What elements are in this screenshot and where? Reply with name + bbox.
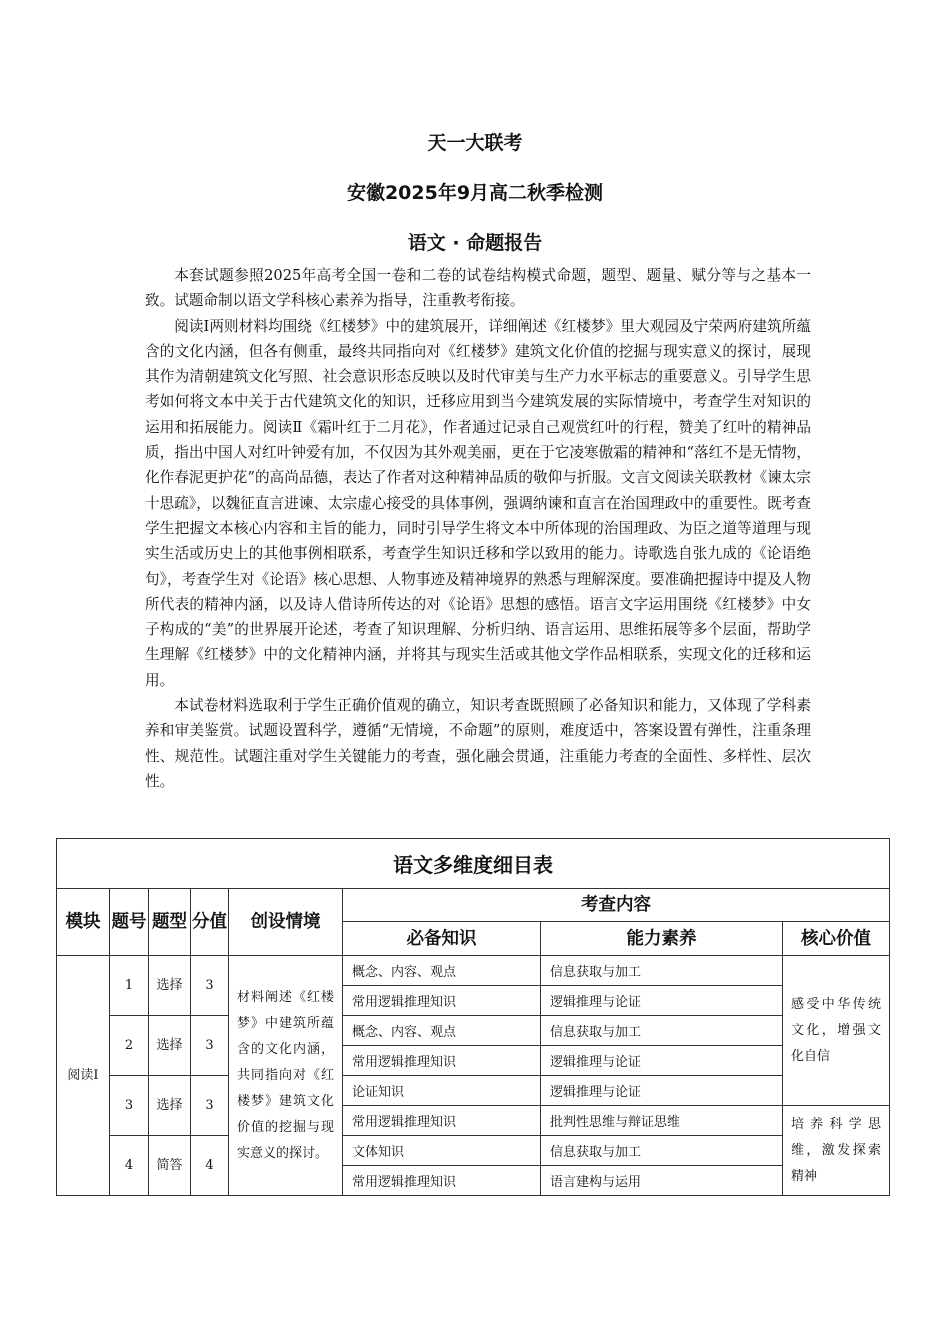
ability-cell: 信息获取与加工 [541,1016,783,1046]
table-row [57,1136,890,1166]
report-title: 语文 · 命题报告 [407,232,543,254]
knowledge-cell: 常用逻辑推理知识 [343,986,541,1016]
qtype-cell: 选择 [149,1076,191,1136]
ability-cell: 逻辑推理与论证 [541,1046,783,1076]
ability-cell: 批判性思维与辩证思维 [541,1106,783,1136]
paragraph: 本试卷材料选取利于学生正确价值观的确立，知识考查既照顾了必备知识和能力，又体现了学科素养和审美鉴赏。试题设置科学，遵循“无情境，不命题”的原则，难度适中，答案设置有弹性，注重条理性、规范性。试题注重对学生关键能力的考查，强化融会贯通，注重能力考查的全面性、多样性、层次性。 [145,697,811,790]
qtype-cell: 选择 [149,1016,191,1076]
table-row [57,956,890,986]
header-module: 模块 [57,889,110,956]
ability-cell: 语言建构与运用 [541,1166,783,1196]
header-core: 核心价值 [783,922,890,956]
header-content: 考查内容 [343,889,890,922]
header-qtype: 题型 [149,889,191,956]
qno-cell: 1 [110,956,149,1016]
qtype-cell: 简答 [149,1136,191,1196]
table-row [57,1016,890,1046]
core-value-cell: 培养科学思维，激发探索精神 [783,1106,890,1196]
qno-cell: 4 [110,1136,149,1196]
exam-title: 安徽2025年9月高二秋季检测 [346,182,604,204]
header-qno: 题号 [110,889,149,956]
core-value-cell: 感受中华传统文化，增强文化自信 [783,956,890,1106]
knowledge-cell: 概念、内容、观点 [343,1016,541,1046]
knowledge-cell: 常用逻辑推理知识 [343,1166,541,1196]
knowledge-cell: 常用逻辑推理知识 [343,1106,541,1136]
detail-table [56,838,890,1196]
module-cell: 阅读Ⅰ [57,956,110,1196]
table-row [57,1076,890,1106]
qtype-cell: 选择 [149,956,191,1016]
paragraph: 本套试题参照2025年高考全国一卷和二卷的试卷结构模式命题，题型、题量、赋分等与之基本一致。试题命制以语文学科核心素养为指导，注重教考衔接。 [145,267,811,310]
qno-cell: 2 [110,1016,149,1076]
ability-cell: 信息获取与加工 [541,956,783,986]
knowledge-cell: 常用逻辑推理知识 [343,1046,541,1076]
score-cell: 3 [191,956,229,1016]
header-score: 分值 [191,889,229,956]
header-scenario: 创设情境 [229,889,343,956]
score-cell: 4 [191,1136,229,1196]
knowledge-cell: 文体知识 [343,1136,541,1166]
header-ability: 能力素养 [541,922,783,956]
qno-cell: 3 [110,1076,149,1136]
table-caption: 语文多维度细目表 [57,839,890,889]
ability-cell: 逻辑推理与论证 [541,986,783,1016]
report-body [145,263,811,794]
ability-cell: 逻辑推理与论证 [541,1076,783,1106]
header-knowledge: 必备知识 [343,922,541,956]
paragraph: 阅读Ⅰ两则材料均围绕《红楼梦》中的建筑展开，详细阐述《红楼梦》里大观园及宁荣两府建筑所蕴含的文化内涵，但各有侧重，最终共同指向对《红楼梦》建筑文化价值的挖掘与现实意义的探讨，展现其作为清朝建筑文化写照、社会意识形态反映以及时代审美与生产力水平标志的重要意义。引导学生思考如何将文本中关于古代建筑文化的知识，迁移应用到当今建筑发展的实际情境中，考查学生对知识的运用和拓展能力。阅读Ⅱ《霜叶红于二月花》，作者通过记录自己观赏红叶的行程，赞美了红叶的精神品质，指出中国人对红叶钟爱有加，不仅因为其外观美丽，更在于它凌寒傲霜的精神和“落红不是无情物，化作春泥更护花”的高尚品德，表达了作者对这种精神品质的敬仰与折服。文言文阅读关联教材《谏太宗十思疏》，以魏征直言进谏、太宗虚心接受的具体事例，强调纳谏和直言在治国理政中的重要性。既考查学生把握文本核心内容和主旨的能力，同时引导学生将文本中所体现的治国理政、为臣之道等道理与现实生活或历史上的其他事例相联系，考查学生知识迁移和学以致用的能力。诗歌选自张九成的《论语绝句》，考查学生对《论语》核心思想、人物事迹及精神境界的熟悉与理解深度。要准确把握诗中提及人物所代表的精神内涵，以及诗人借诗所传达的对《论语》思想的感悟。语言文字运用围绕《红楼梦》中女子构成的“美”的世界展开论述，考查了知识理解、分析归纳、语言运用、思维拓展等多个层面，帮助学生理解《红楼梦》中的文化精神内涵，并将其与现实生活或其他文学作品相联系，实现文化的迁移和运用。 [145,317,811,689]
organization-title: 天一大联考 [427,132,523,154]
score-cell: 3 [191,1016,229,1076]
score-cell: 3 [191,1076,229,1136]
knowledge-cell: 概念、内容、观点 [343,956,541,986]
scenario-cell: 材料阐述《红楼梦》中建筑所蕴含的文化内涵，共同指向对《红楼梦》建筑文化价值的挖掘与现实意义的探讨。 [229,956,343,1196]
ability-cell: 信息获取与加工 [541,1136,783,1166]
knowledge-cell: 论证知识 [343,1076,541,1106]
